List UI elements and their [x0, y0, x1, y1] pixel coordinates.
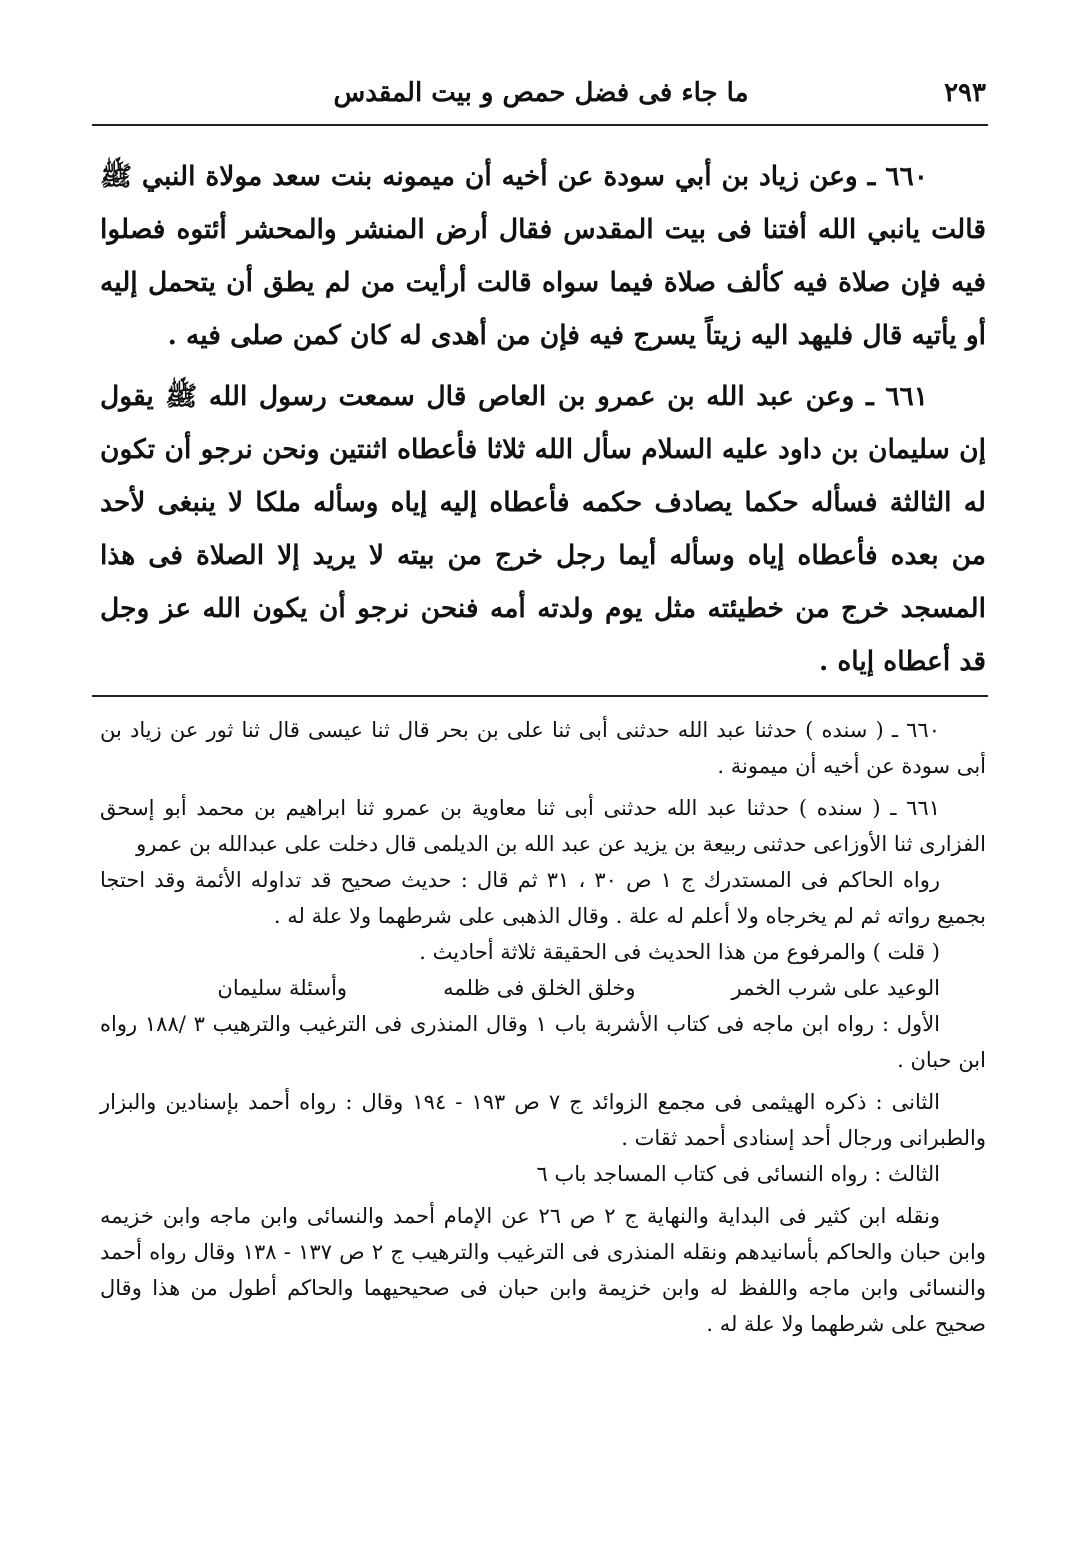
three-topics	[100, 970, 986, 1006]
header-rule	[92, 124, 988, 126]
note-ibn-kathir: ونقله ابن كثير فى البداية والنهاية ج ٢ ص ٢٦ عن الإمام أحمد والنسائى وابن ماجه وابن خزيمه وابن حبان والحاكم بأسانيدهم ونقله المنذرى فى الترغيب والترهيب ج ٢ ص ١٣٧ - ١٣٨ وقال رواه أحمد والنسائى وابن ماجه واللفظ له وابن خزيمة وابن حبان فى صحيحيهما والحاكم أطول من هذا وقال صحيح على شرطهما ولا علة له .	[100, 1204, 986, 1336]
topic-2: وخلق الخلق فى ظلمه	[443, 976, 636, 1000]
footnotes	[100, 712, 986, 1342]
note-hakim: رواه الحاكم فى المستدرك ج ١ ص ٣٠ ، ٣١ ثم قال : حديث صحيح قد تداوله الأئمة وقد احتجا بجميع رواته ثم لم يخرجاه ولا أعلم له علة . وقال الذهبى على شرطهما ولا علة له .	[100, 868, 986, 928]
main-text	[100, 150, 986, 688]
note-qult: ( قلت ) والمرفوع من هذا الحديث فى الحقيقة ثلاثة أحاديث .	[419, 940, 940, 964]
note-third: الثالث : رواه النسائى فى كتاب المساجد باب ٦	[536, 1162, 940, 1186]
page-number: ٢٩٣	[944, 78, 986, 108]
note-661: ٦٦١ ـ ( سنده ) حدثنا عبد الله حدثنى أبى ثنا معاوية بن عمرو ثنا ابراهيم بن محمد أبو إسحق الفزارى ثنا الأوزاعى حدثنى ربيعة بن يزيد عن عبد الله بن الديلمى قال دخلت على عبدالله بن عمرو	[100, 796, 986, 856]
note-second: الثانى : ذكره الهيثمى فى مجمع الزوائد ج ٧ ص ١٩٣ - ١٩٤ وقال : رواه أحمد بإسنادين والبزار والطبرانى ورجال أحد إسنادى أحمد ثقات .	[100, 1090, 986, 1150]
page-header	[96, 74, 986, 118]
note-first: الأول : رواه ابن ماجه فى كتاب الأشربة باب ١ وقال المنذرى فى الترغيب والترهيب ٣ /١٨٨ رواه ابن حبان .	[100, 1012, 986, 1072]
footnote-rule	[92, 695, 988, 697]
topic-1: الوعيد على شرب الخمر	[731, 976, 940, 1000]
note-660: ٦٦٠ ـ ( سنده ) حدثنا عبد الله حدثنى أبى ثنا على بن بحر قال ثنا عيسى قال ثنا ثور عن زياد بن أبى سودة عن أخيه أن ميمونة .	[100, 718, 986, 778]
hadith-660: ٦٦٠ ـ وعن زياد بن أبي سودة عن أخيه أن ميمونه بنت سعد مولاة النبي ﷺ قالت يانبي الله أفتنا فى بيت المقدس فقال أرض المنشر والمحشر أئتوه فصلوا فيه فإن صلاة فيه كألف صلاة فيما سواه قالت أرأيت من لم يطق أن يتحمل إليه أو يأتيه قال فليهد اليه زيتاً يسرج فيه فإن من أهدى له كان كمن صلى فيه .	[100, 161, 986, 351]
hadith-661: ٦٦١ ـ وعن عبد الله بن عمرو بن العاص قال سمعت رسول الله ﷺ يقول إن سليمان بن داود عليه السلام سأل الله ثلاثا فأعطاه اثنتين ونحن نرجو أن تكون له الثالثة فسأله حكما يصادف حكمه فأعطاه إليه إياه وسأله ملكا لا ينبغى لأحد من بعده فأعطاه إياه وسأله أيما رجل خرج من بيته لا يريد إلا الصلاة فى هذا المسجد خرج من خطيئته مثل يوم ولدته أمه فنحن نرجو أن يكون الله عز وجل قد أعطاه إياه .	[100, 381, 986, 677]
topic-3: وأسئلة سليمان	[217, 976, 348, 1000]
running-title: ما جاء فى فضل حمص و بيت المقدس	[333, 78, 749, 108]
